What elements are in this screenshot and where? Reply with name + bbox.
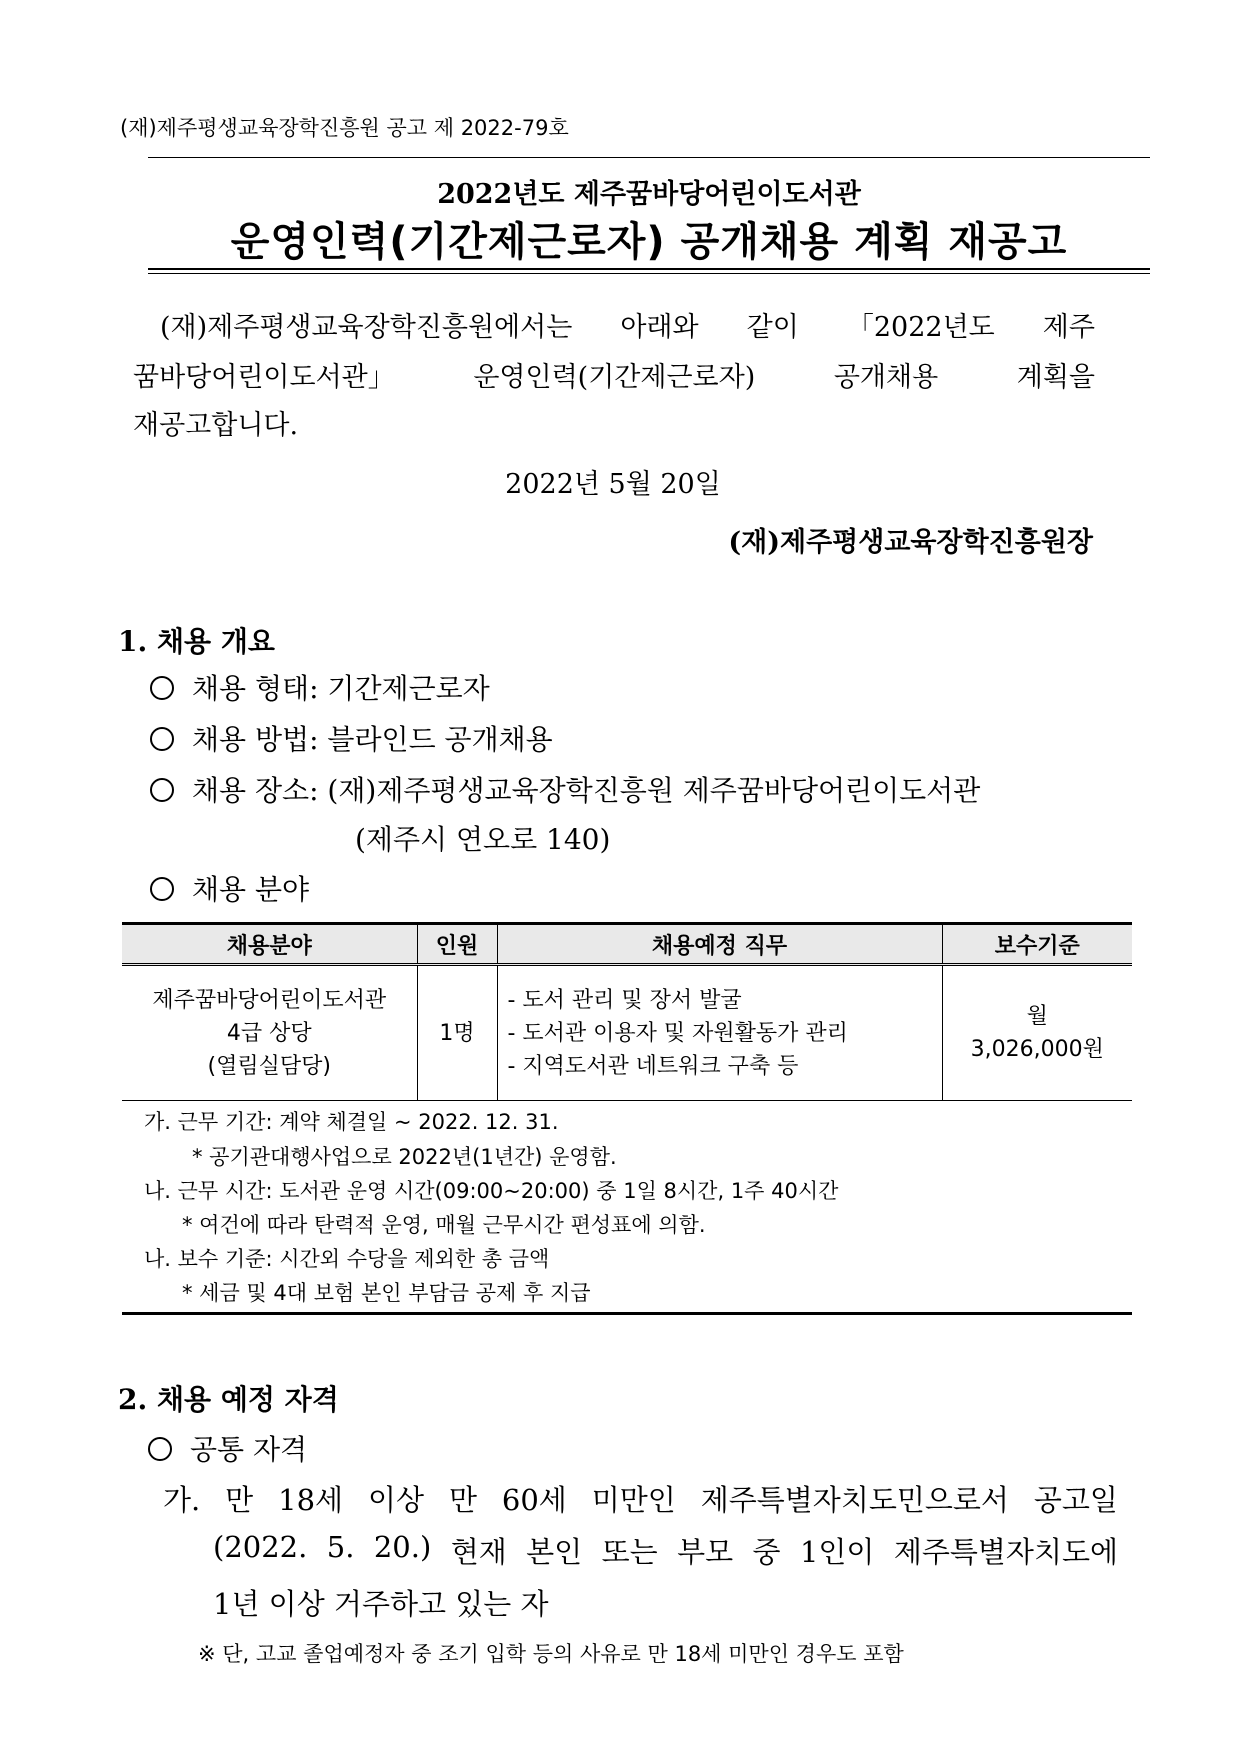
intro-word: 계획을 [1016,362,1095,393]
duty-line: - 지역도서관 네트워크 구축 등 [507,1053,799,1079]
pay-line: 3,026,000원 [970,1037,1104,1062]
field-line: (열림실담당) [207,1053,331,1079]
section2-title: 2. 채용 예정 자격 [118,1383,339,1416]
pay-cell [942,965,1132,1101]
bullet-item [150,868,309,908]
notice-number: (재)제주평생교육장학진흥원 공고 제 2022-79호 [120,116,569,140]
bullet-item [150,769,980,809]
table-row [122,965,1132,1101]
note-line: 나. 보수 기준: 시간외 수당을 제외한 총 금액 [144,1247,550,1271]
qual-word: 60세 [501,1483,567,1517]
title-line1: 2022년도 제주꿈바당어린이도서관 [437,179,861,210]
circle-bullet-icon [150,727,174,751]
table-header: 보수기준 [942,924,1132,965]
title-rule-thin [148,273,1150,274]
intro-word: 꿈바당어린이도서관」 [133,362,395,393]
qualification-line3: 1년 이상 거주하고 있는 자 [213,1587,549,1621]
bullet-item [148,1428,307,1468]
intro-word: 제주 [1042,312,1095,343]
intro-word: 아래와 [620,312,699,343]
bullet-text: 공통 자격 [190,1433,308,1466]
pay-line: 월 [1026,1004,1048,1029]
qual-word: 5. [326,1530,355,1564]
qualification-line2 [213,1530,1118,1571]
qualification-line1 [163,1478,1118,1519]
header-rule [148,157,1150,158]
bullet-text: 채용 장소: (재)제주평생교육장학진흥원 제주꿈바당어린이도서관 [192,774,981,807]
table-header: 채용예정 직무 [497,924,942,965]
qual-word: 만 [448,1483,477,1517]
qualification-note: ※ 단, 고교 졸업예정자 중 조기 입학 등의 사유로 만 18세 미만인 경우도 포함 [198,1642,904,1666]
duty-line: - 도서관 이용자 및 자원활동가 관리 [507,1020,848,1046]
qual-word: 이상 [367,1483,425,1517]
field-cell [122,965,417,1101]
duties-cell [497,965,942,1101]
bullet-item [150,718,553,758]
qual-word: 본인 [526,1535,583,1569]
bullet-text: 채용 형태: 기간제근로자 [192,672,490,705]
qual-word: 미만인 [591,1483,676,1517]
qual-word: 현재 [450,1535,507,1569]
location-address: (제주시 연오로 140) [355,823,611,856]
table-notes [122,1100,1132,1315]
note-line: 나. 근무 시간: 도서관 운영 시간(09:00~20:00) 중 1일 8시간, 1주 40시간 [144,1179,839,1203]
qual-word: 20.) [373,1530,432,1564]
qual-word: 제주특별자치도에 [893,1535,1118,1569]
intro-word: 공개채용 [833,362,939,393]
duty-line: - 도서 관리 및 장서 발굴 [507,987,742,1013]
circle-bullet-icon [150,778,174,802]
circle-bullet-icon [150,676,174,700]
signer: (재)제주평생교육장학진흥원장 [728,527,1093,558]
field-line: 제주꿈바당어린이도서관 [152,987,387,1013]
intro-line2 [133,355,1095,394]
intro-word: 「2022년도 [846,312,995,343]
page-title: 운영인력(기간제근로자) 공개채용 계획 재공고 [230,219,1068,265]
circle-bullet-icon [148,1437,172,1461]
intro-line1 [160,305,1095,344]
table-header: 인원 [417,924,497,965]
bullet-item [150,667,490,707]
qual-word: 제주특별자치도민으로서 [700,1483,1009,1517]
title-rule-thick [148,268,1150,270]
count-cell: 1명 [417,965,497,1101]
qual-word: (2022. [213,1530,308,1564]
recruitment-table [122,922,1132,1101]
qual-word: 부모 [677,1535,734,1569]
table-header-row [122,924,1132,965]
qual-word: 중 [752,1535,781,1569]
table-header: 채용분야 [122,924,417,965]
note-line: * 공기관대행사업으로 2022년(1년간) 운영함. [192,1145,617,1169]
qual-word: 또는 [601,1535,658,1569]
notice-date: 2022년 5월 20일 [505,469,721,500]
circle-bullet-icon [150,877,174,901]
bullet-text: 채용 방법: 블라인드 공개채용 [192,723,553,756]
bullet-text: 채용 분야 [192,873,310,906]
qual-word: 1인이 [799,1535,875,1569]
qual-word: 가. [163,1483,201,1517]
intro-word: 운영인력(기간제근로자) [473,362,756,393]
qual-word: 만 [225,1483,254,1517]
qual-word: 18세 [278,1483,344,1517]
intro-word: 같이 [746,312,799,343]
intro-word: (재)제주평생교육장학진흥원에서는 [160,312,573,343]
section1-title: 1. 채용 개요 [118,625,275,658]
field-line: 4급 상당 [226,1020,312,1046]
note-line: * 여건에 따라 탄력적 운영, 매월 근무시간 편성표에 의함. [182,1213,706,1237]
note-line: 가. 근무 기간: 계약 체결일 ~ 2022. 12. 31. [144,1110,559,1134]
intro-line3: 재공고합니다. [133,410,299,441]
note-line: * 세금 및 4대 보험 본인 부담금 공제 후 지급 [182,1281,591,1305]
qual-word: 공고일 [1033,1483,1118,1517]
